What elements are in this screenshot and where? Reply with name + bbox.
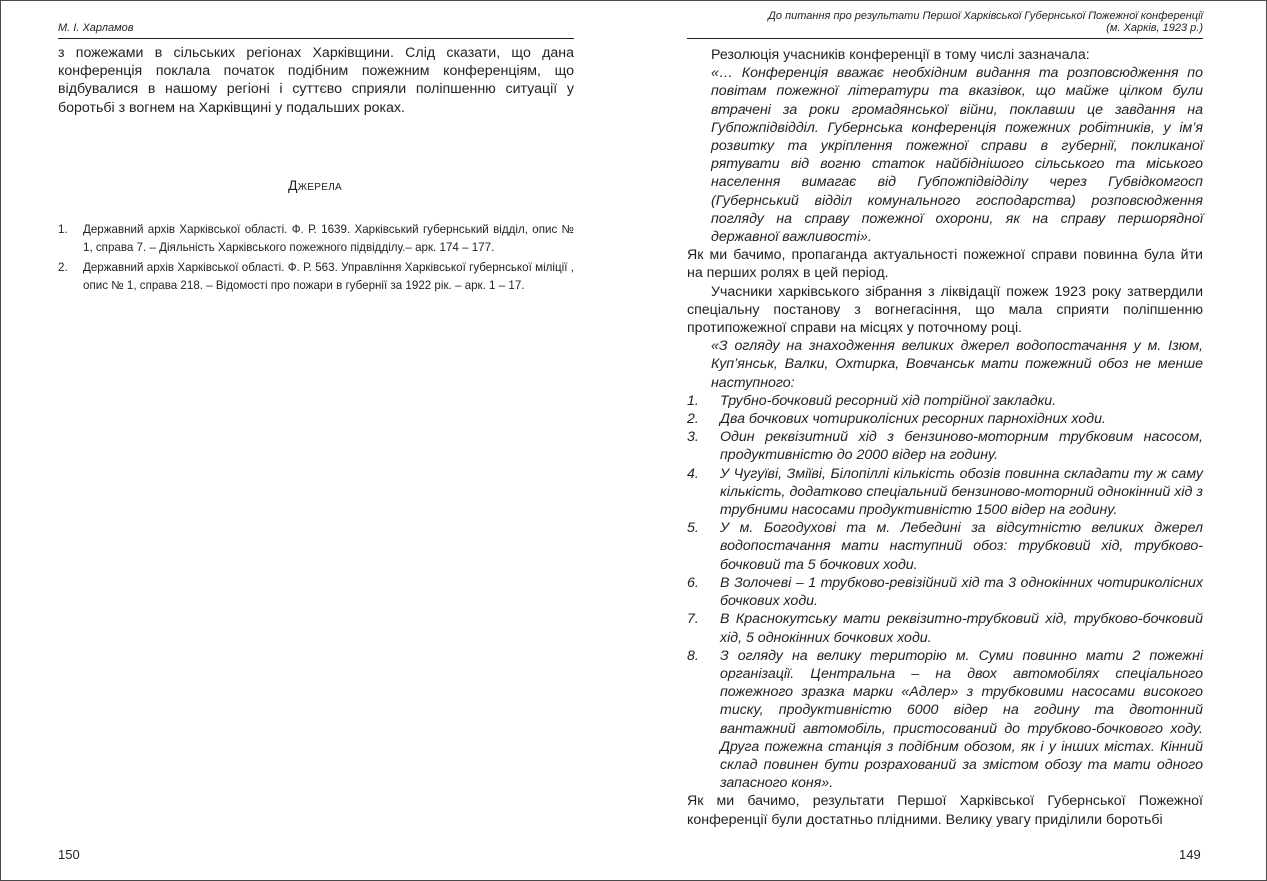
left-header-rule <box>58 38 574 39</box>
left-page-number: 150 <box>58 847 80 862</box>
list-item <box>687 428 1203 464</box>
sources-list <box>58 221 574 297</box>
left-page <box>0 0 600 881</box>
source-text: Державний архів Харківської області. Ф. Р. 1639. Харківський губернський відділ, опис № 1, справа 7. – Діяльність Харківського пожежного підвідділу.– арк. 174 – 177. <box>83 223 574 254</box>
right-header-rule <box>687 38 1203 39</box>
list-item <box>687 392 1203 410</box>
source-number: 1. <box>58 223 68 236</box>
right-page <box>633 0 1233 881</box>
left-running-head: М. І. Харламов <box>58 22 134 34</box>
right-running-head <box>687 10 1203 34</box>
list-item <box>687 647 1203 793</box>
intro-paragraph: Резолюція учасників конференції в тому числі зазначала: <box>711 47 1090 63</box>
list-number: 2. <box>687 411 699 428</box>
running-head-line1: До питання про результати Першої Харківської Губернської Пожежної конференції <box>768 10 1203 22</box>
source-number: 2. <box>58 261 68 274</box>
list-text: В Краснокутську мати реквізитно-трубковий хід, трубково-бочковий хід, 5 однокінних бочкових ходи. <box>720 611 1203 646</box>
numbered-list <box>687 392 1203 792</box>
list-text: У Чугуїві, Зміїві, Білопіллі кількість обозів повинна складати ту ж саму кількість, додатково спеціальний бензиново-моторний однокінний хід з трубними насосами продуктивністю 1500 відер на годину. <box>720 465 1203 519</box>
left-body <box>58 44 574 117</box>
paragraph-1: Як ми бачимо, пропаганда актуальності пожежної справи повинна була йти на перших ролях в цей період. <box>687 247 1203 282</box>
source-item <box>58 259 574 295</box>
list-item <box>687 610 1203 646</box>
list-text: З огляду на велику територію м. Суми повинно мати 2 пожежні організації. Центральна – на двох автомобілях спеціального пожежного зразка марки «Адлер» з трубковими насосами високого тиску, продуктивністю 6000 відер на годину та двотонний вантажний автомобіль, пристосований до трубково-бочкового ходу. Друга пожежна станція з подібним обозом, як і у інших містах. Кінний склад повинен бути розрахований за змістом обозу та мати одного запасного коня». <box>720 647 1203 792</box>
list-text: Один реквізитний хід з бензиново-моторним трубковим насосом, продуктивністю до 2000 відер на годину. <box>720 429 1203 464</box>
list-number: 4. <box>687 465 699 482</box>
paragraph-2: Учасники харківського зібрання з ліквідації пожеж 1923 року затвердили спеціальну постанову з вогнегасіння, що мала сприяти поліпшенню протипожежної справи на місцях у поточному році. <box>687 283 1203 337</box>
list-number: 7. <box>687 611 699 628</box>
right-body <box>687 46 1203 829</box>
list-number: 3. <box>687 429 699 446</box>
list-number: 6. <box>687 574 699 591</box>
list-number: 1. <box>687 392 699 409</box>
left-paragraph: з пожежами в сільських регіонах Харківщини. Слід сказати, що дана конференція поклала початок подібним пожежним конференціям, що відбувалися в нашому регіоні і суттєво сприяли поліпшенню ситуації у боротьбі з вогнем на Харківщині у подальших роках. <box>58 45 574 116</box>
source-item <box>58 221 574 257</box>
list-item <box>687 465 1203 520</box>
running-head-line2: (м. Харків, 1923 р.) <box>1106 22 1203 34</box>
list-text: В Золочеві – 1 трубково-ревізійний хід та 3 однокінних чотириколісних бочкових ходи. <box>720 574 1203 610</box>
list-text: Два бочкових чотириколісних ресорних парнохідних ходи. <box>720 411 1106 428</box>
sources-heading: Джерела <box>287 177 343 193</box>
list-number: 5. <box>687 520 699 537</box>
list-item <box>687 410 1203 428</box>
list-number: 8. <box>687 647 699 664</box>
list-item <box>687 574 1203 610</box>
list-item <box>687 519 1203 574</box>
right-page-number: 149 <box>1179 847 1201 862</box>
list-text: У м. Богодухові та м. Лебедині за відсутністю великих джерел водопостачання мати наступний обоз: трубковий хід, трубково-бочковий та 5 бочкових ходи. <box>720 520 1203 573</box>
list-text: Трубно-бочковий ресорний хід потрійної закладки. <box>720 392 1057 409</box>
resolution-quote-2: «З огляду на знаходження великих джерел водопостачання у м. Ізюм, Куп’янськ, Валки, Охтирка, Вовчанськ мати пожежний обоз не менше наступного: <box>711 338 1203 391</box>
resolution-quote: «… Конференція вважає необхідним видання та розповсюдження по повітам пожежної літератури та вказівок, що майже цілком були втрачені за роки громадянської війни, поклавши це завдання на Губпожпідвідділ. Губернська конференція пожежних робітників, у ім’я розвитку та укріплення пожежної справи в губернії, покликаної рятувати від вогню статок найбіднішого сільського та міського населення вимагає від Губпожпідвідділу через Губвідкомгосп (Губернський відділ комунального господарства) розповсюдження погляду на справу пожежної охорони, як на справу першорядної державної важливості». <box>711 65 1203 246</box>
paragraph-3: Як ми бачимо, результати Першої Харківської Губернської Пожежної конференції були достатньо плідними. Велику увагу приділили боротьбі <box>687 793 1203 828</box>
source-text: Державний архів Харківської області. Ф. Р. 563. Управління Харківської губернської міліції , опис № 1, справа 218. – Відомості про пожари в губернії за 1922 рік. – арк. 1 – 17. <box>83 261 574 292</box>
